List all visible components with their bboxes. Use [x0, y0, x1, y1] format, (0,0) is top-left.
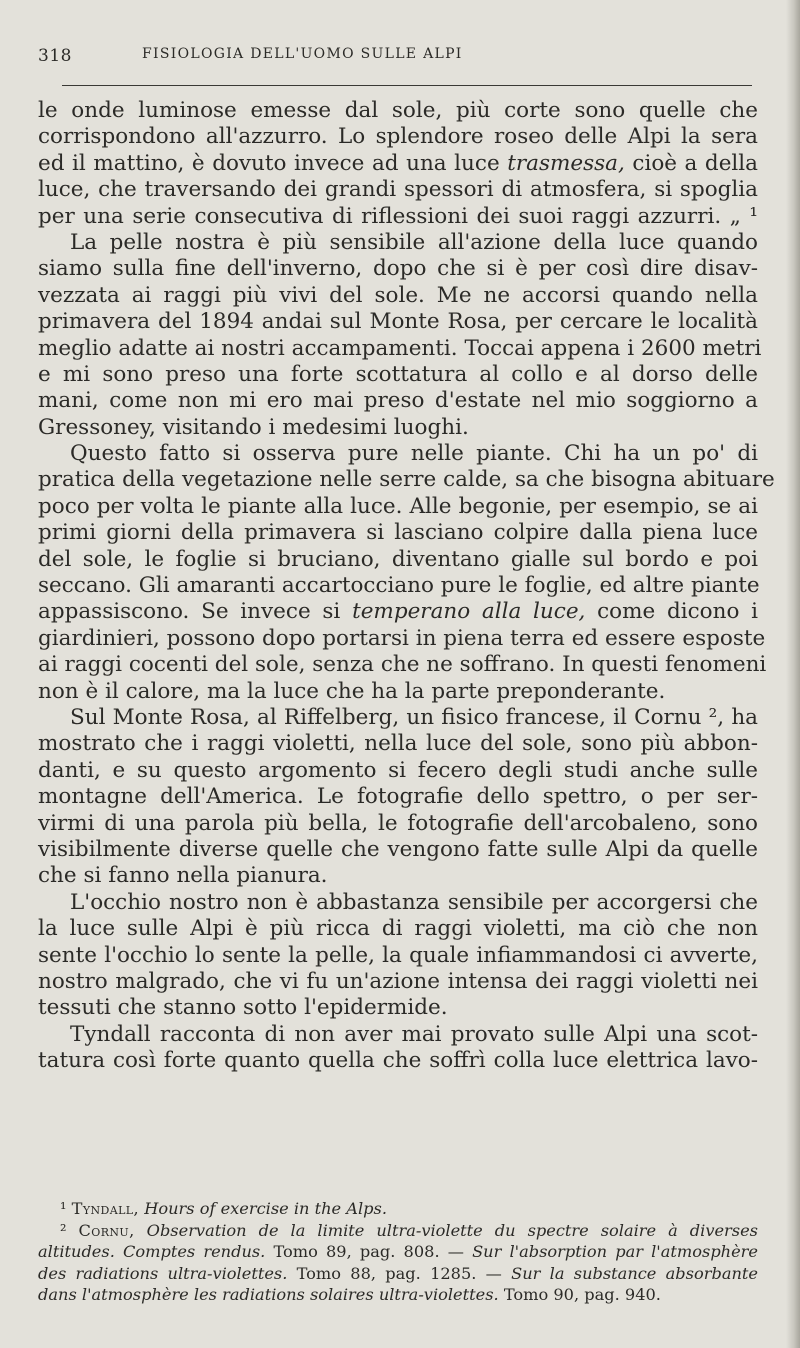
text-segment: corrispondono all'azzurro. Lo splendore roseo delle Alpi la sera: [38, 124, 758, 150]
text-segment: Gressoney, visitando i medesimi luoghi.: [38, 414, 469, 440]
text-line: [38, 705, 758, 731]
text-segment: vezzata ai raggi più vivi del sole. Me ne accorsi quando nella: [38, 282, 758, 308]
text-segment: la luce sulle Alpi è più ricca di raggi violetti, ma ciò che non: [38, 916, 758, 942]
emphasized-text: temperano alla luce,: [352, 599, 586, 625]
text-line: [38, 362, 758, 388]
text-segment: tatura così forte quanto quella che soffrì colla luce elettrica lavo-: [38, 1048, 758, 1074]
page-header: [38, 46, 758, 76]
text-segment: appassiscono. Se invece si: [38, 599, 353, 625]
footnotes: [38, 1198, 758, 1306]
text-line: [38, 520, 758, 546]
text-line: [38, 230, 758, 256]
text-line: [38, 494, 758, 520]
footnote-marker: ²: [60, 1220, 67, 1240]
text-line: [38, 1048, 758, 1074]
text-line: [38, 943, 758, 969]
text-segment: le onde luminose emesse dal sole, più corte sono quelle che: [38, 98, 758, 123]
footnote-title: Hours of exercise in the Alps.: [144, 1199, 387, 1218]
text-line: [38, 731, 758, 757]
text-segment: mostrato che i raggi violetti, nella luce del sole, sono più abbon-: [38, 731, 758, 757]
footnote-title: Observation de la limite ultra-violette du spectre solaire à diverses: [146, 1220, 758, 1240]
text-segment: ai raggi cocenti del sole, senza che ne soffrano. In questi fenomeni: [38, 652, 767, 678]
text-line: [38, 415, 758, 441]
text-line: [38, 837, 758, 863]
footnote-citation: des radiations ultra-violettes.: [38, 1263, 288, 1283]
text-line: [38, 283, 758, 309]
text-segment: non è il calore, ma la luce che ha la parte preponderante.: [38, 678, 666, 704]
text-line: [38, 652, 767, 678]
text-segment: La pelle nostra è più sensibile all'azione della luce quando: [70, 229, 758, 255]
text-segment: Questo fatto si osserva pure nelle piante. Chi ha un po' di: [70, 441, 758, 467]
text-segment: come dicono i: [585, 599, 758, 625]
text-line: [38, 573, 758, 599]
text-segment: montagne dell'America. Le fotografie dello spettro, o per ser-: [38, 784, 758, 810]
text-line: [38, 151, 758, 177]
footnote-reference: Tomo 90, pag. 940.: [498, 1285, 661, 1305]
text-segment: e mi sono preso una forte scottatura al collo e al dorso delle: [38, 361, 758, 387]
page-number: 318: [38, 46, 72, 66]
text-segment: Tyndall racconta di non aver mai provato sulle Alpi una scot-: [70, 1021, 758, 1047]
text-line: [38, 204, 758, 230]
text-line: [38, 547, 758, 573]
text-segment: L'occhio nostro non è abbastanza sensibile per accorgersi che: [70, 889, 758, 915]
text-line: [38, 679, 758, 705]
text-segment: nostro malgrado, che vi fu un'azione intensa dei raggi violetti nei: [38, 968, 758, 994]
text-segment: giardinieri, possono dopo portarsi in piena terra ed essere esposte: [38, 625, 766, 651]
footnote-citation: Sur l'absorption par l'atmosphère: [472, 1242, 758, 1262]
text-segment: tessuti che stanno sotto l'epidermide.: [38, 995, 448, 1021]
text-segment: visibilmente diverse quelle che vengono fatte sulle Alpi da quelle: [38, 836, 758, 862]
page-edge-shadow: [786, 0, 800, 1348]
footnote-2-line-3: [38, 1263, 758, 1285]
text-segment: per una serie consecutiva di riflessioni dei suoi raggi azzurri. „ ¹: [38, 203, 758, 229]
footnote-2-line-1: [38, 1220, 758, 1242]
footnote-citation: Sur la substance absorbante: [511, 1263, 758, 1283]
text-segment: danti, e su questo argomento si fecero degli studi anche sulle: [38, 757, 758, 783]
footnote-marker: ¹: [60, 1199, 67, 1218]
text-line: [38, 467, 775, 493]
text-line: [38, 388, 758, 414]
text-segment: sente l'occhio lo sente la pelle, la quale infiammandosi ci avverte,: [38, 942, 758, 968]
text-line: [38, 98, 758, 124]
text-line: [38, 124, 758, 150]
text-segment: poco per volta le piante alla luce. Alle begonie, per esempio, se ai: [38, 493, 758, 519]
text-line: [38, 625, 766, 652]
text-segment: virmi di una parola più bella, le fotografie dell'arcobaleno, sono: [38, 810, 758, 836]
text-line: [38, 309, 758, 335]
text-segment: che si fanno nella pianura.: [38, 863, 328, 889]
footnote-author: Tyndall,: [71, 1199, 140, 1218]
text-segment: seccano. Gli amaranti accartocciano pure le foglie, ed altre piante: [38, 573, 760, 599]
text-segment: del sole, le foglie si bruciano, diventano gialle sul bordo e poi: [38, 546, 758, 572]
text-segment: cioè a della: [624, 150, 758, 176]
text-line: [38, 256, 758, 282]
text-line: [38, 1022, 758, 1048]
text-line: [38, 784, 758, 810]
running-title: FISIOLOGIA DELL'UOMO SULLE ALPI: [142, 46, 463, 62]
text-line: [38, 599, 758, 625]
text-line: [38, 890, 758, 916]
footnote-2-line-2: [38, 1241, 758, 1263]
text-line: [38, 758, 758, 784]
text-segment: luce, che traversando dei grandi spessori di atmosfera, si spoglia: [38, 177, 758, 203]
text-line: [38, 969, 758, 995]
footnote-citation: dans l'atmosphère les radiations solaires ultra-violettes.: [38, 1285, 499, 1305]
text-line: [38, 811, 758, 837]
header-rule: [62, 85, 752, 86]
text-segment: primavera del 1894 andai sul Monte Rosa, per cercare le località: [38, 309, 758, 335]
footnote-reference: Tomo 88, pag. 1285. —: [287, 1263, 512, 1283]
text-segment: siamo sulla fine dell'inverno, dopo che si è per così dire disav-: [38, 256, 758, 282]
footnote-2-line-4: [38, 1284, 758, 1306]
body-text: [38, 98, 775, 1074]
text-line: [38, 916, 758, 942]
text-line: [38, 995, 758, 1021]
text-line: [38, 863, 758, 889]
text-segment: Sul Monte Rosa, al Riffelberg, un fisico francese, il Cornu ², ha: [70, 704, 758, 730]
footnote-author: Cornu,: [78, 1220, 135, 1240]
text-segment: mani, come non mi ero mai preso d'estate nel mio soggiorno a: [38, 388, 758, 414]
text-line: [38, 177, 758, 203]
footnote-1: [38, 1198, 758, 1220]
emphasized-text: trasmessa,: [507, 150, 625, 176]
text-line: [38, 441, 758, 467]
text-line: [38, 335, 762, 362]
text-segment: ed il mattino, è dovuto invece ad una luce: [38, 150, 508, 176]
footnote-reference: Tomo 89, pag. 808. —: [265, 1242, 473, 1262]
text-segment: pratica della vegetazione nelle serre calde, sa che bisogna abituare: [38, 467, 775, 493]
text-segment: meglio adatte ai nostri accampamenti. Toccai appena i 2600 metri: [38, 335, 762, 361]
text-segment: primi giorni della primavera si lasciano colpire dalla piena luce: [38, 520, 758, 546]
footnote-citation: altitudes. Comptes rendus.: [38, 1242, 266, 1262]
